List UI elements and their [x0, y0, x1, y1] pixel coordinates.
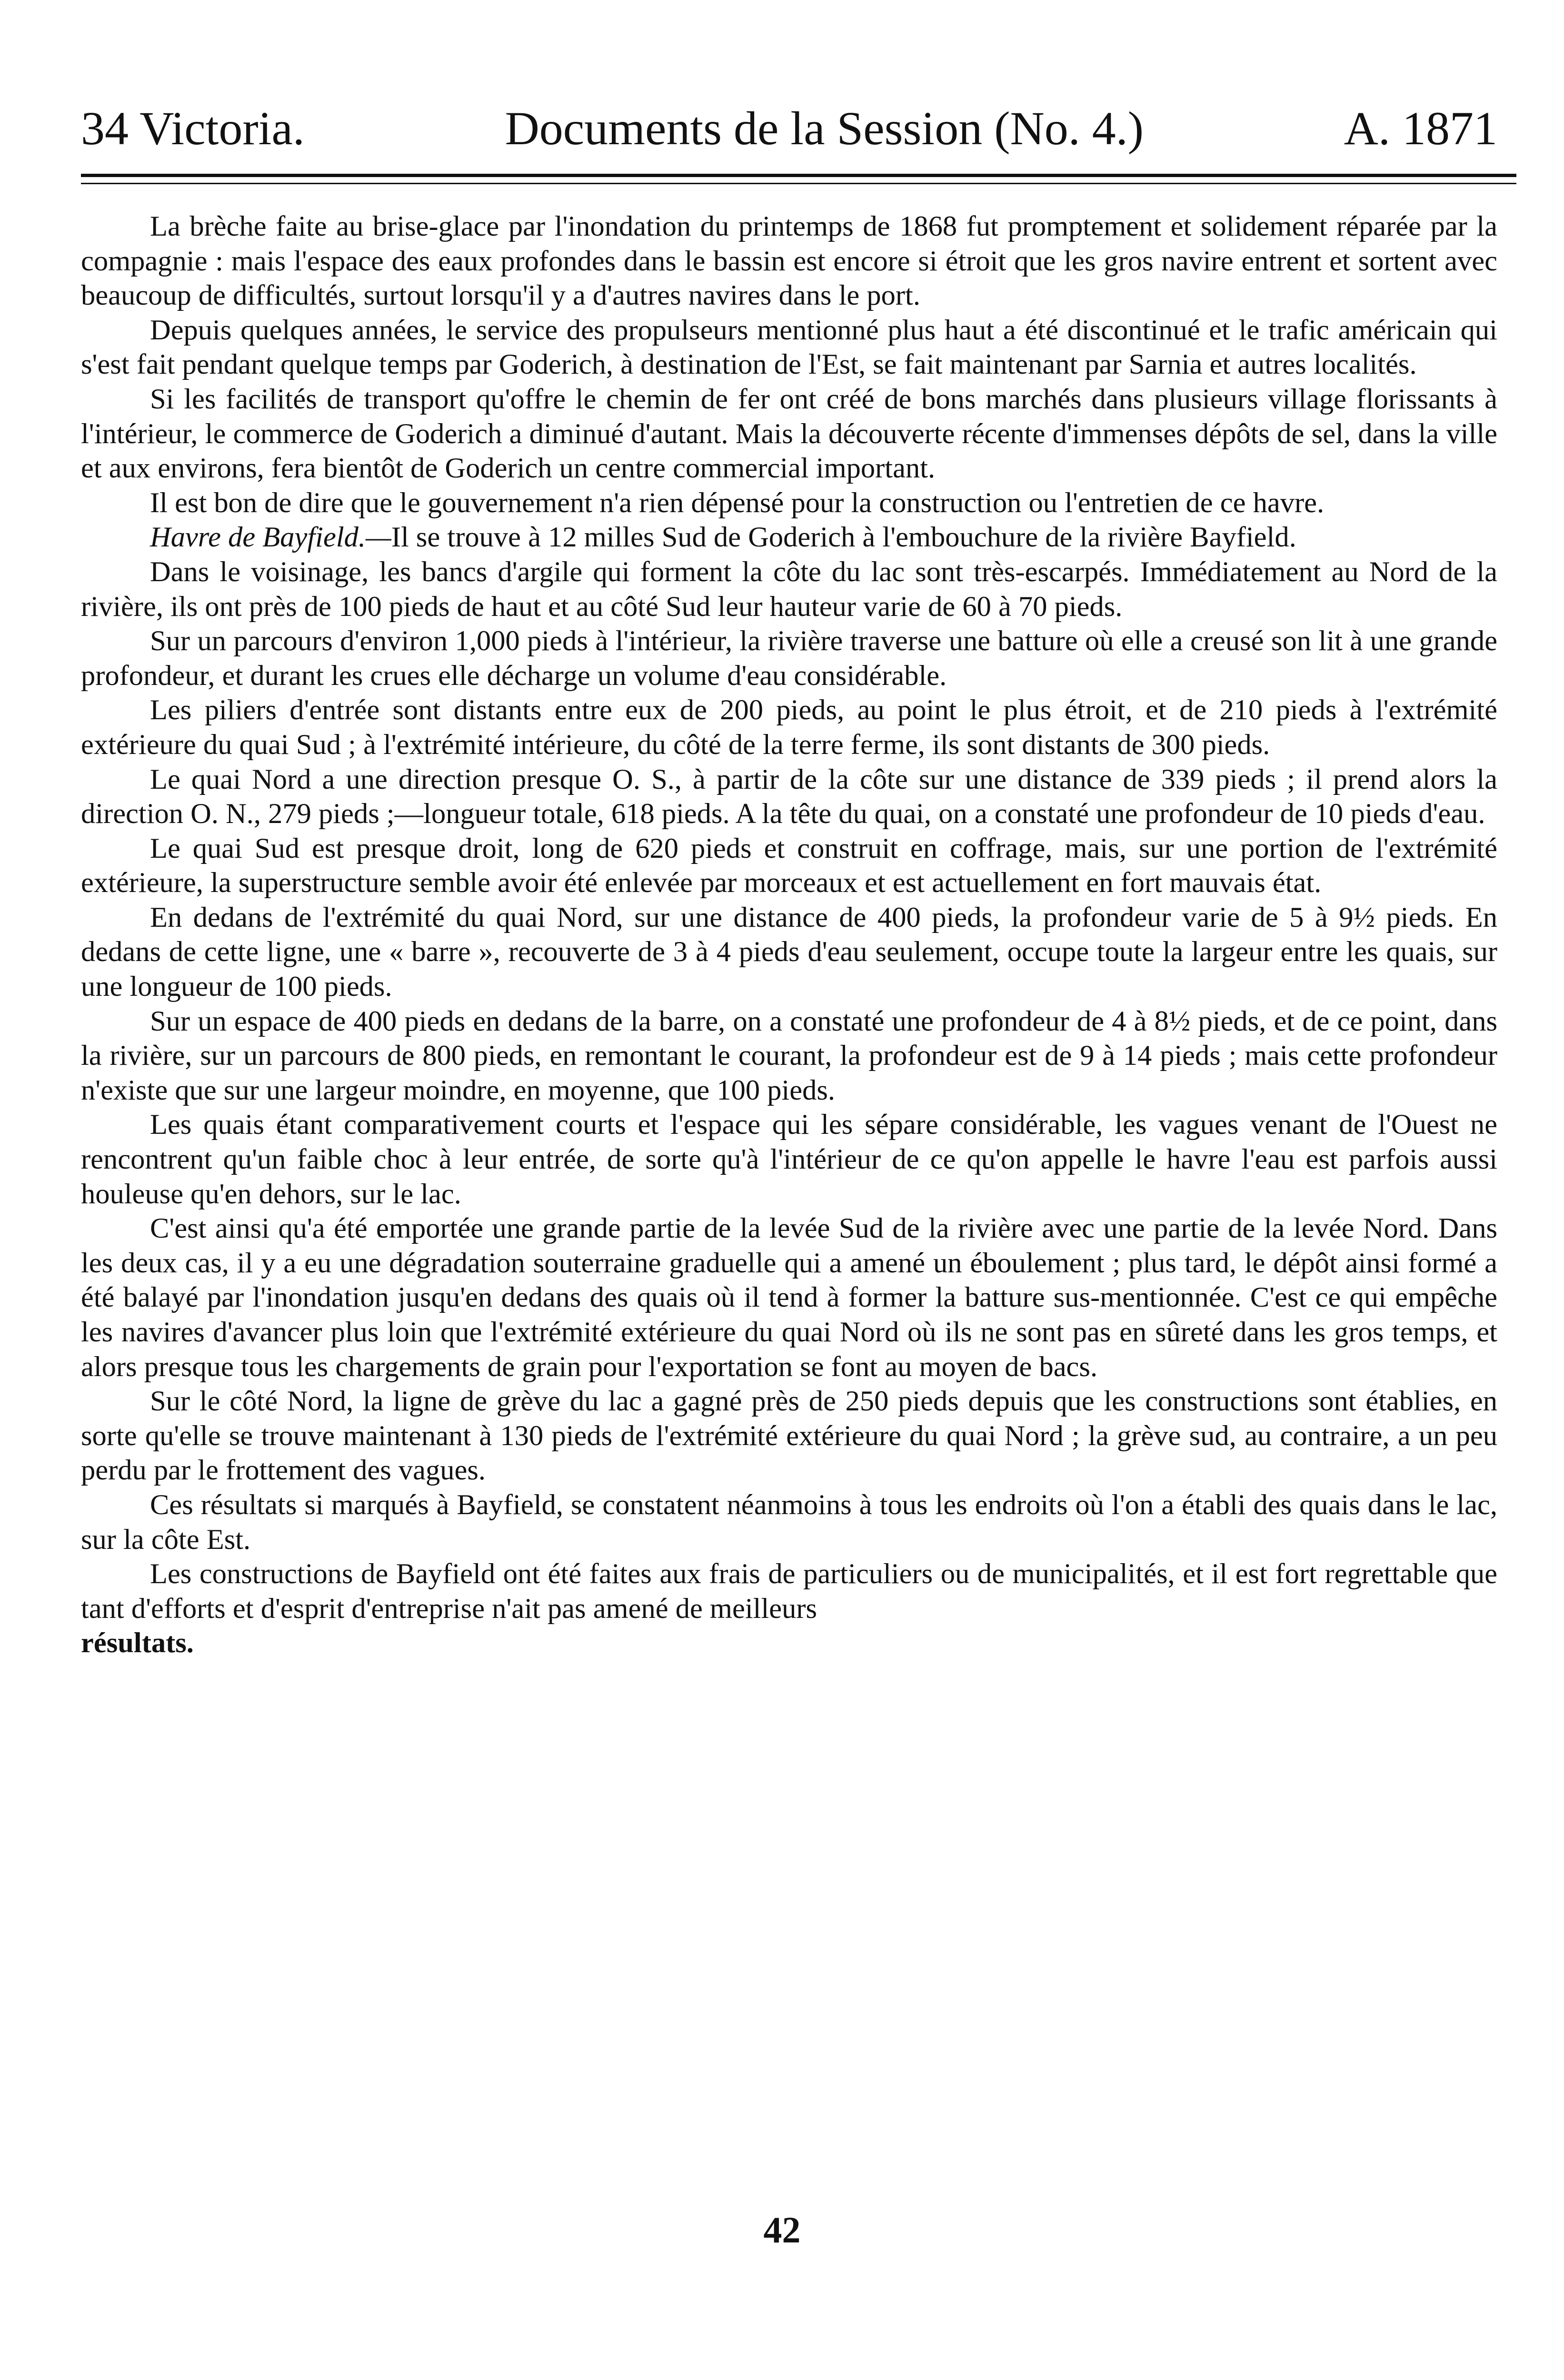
paragraph: Il est bon de dire que le gouvernement n'a rien dépensé pour la construction ou l'entretien de ce havre.: [150, 486, 1325, 519]
paragraph: En dedans de l'extrémité du quai Nord, sur une distance de 400 pieds, la profondeur varie de 5 à 9½ pieds. En dedans de cette ligne, une « barre », recouverte de 3 à 4 pieds d'eau seulement, occupe toute la largeur entre les quais, sur une longueur de 100 pieds.: [81, 901, 1497, 1003]
paragraph: Sur le côté Nord, la ligne de grève du lac a gagné près de 250 pieds depuis que les constructions sont établies, en sorte qu'elle se trouve maintenant à 130 pieds de l'extrémité extérieure du quai Nord ; la grève sud, au contraire, a un peu perdu par le frottement des vagues.: [81, 1385, 1497, 1487]
paragraph: Depuis quelques années, le service des propulseurs mentionné plus haut a été discontinué et le trafic américain qui s'est fait pendant quelque temps par Goderich, à destination de l'Est, se fait maintenant par Sarnia et autres localités.: [81, 314, 1497, 381]
paragraph-text: Les constructions de Bayfield ont été faites aux frais de particuliers ou de municipalités, et il est fort regrettable que tant d'efforts et d'esprit d'entreprise n'ait pas amené de meilleurs: [81, 1558, 1497, 1625]
header-rule-thick: [81, 174, 1516, 177]
paragraph: Le quai Nord a une direction presque O. S., à partir de la côte sur une distance de 339 pieds ; il prend alors la direction O. N., 279 pieds ;—longueur totale, 618 pieds. A la tête du quai, on a constaté une profondeur de 10 pieds d'eau.: [81, 763, 1497, 830]
header-year: A. 1871: [1344, 102, 1497, 155]
paragraph: Les piliers d'entrée sont distants entre eux de 200 pieds, au point le plus étroit, et de 210 pieds à l'extrémité extérieure du quai Sud ; à l'extrémité intérieure, du côté de la terre ferme, ils sont distants de 300 pieds.: [81, 694, 1497, 761]
section-heading-bayfield: Havre de Bayfield.—: [150, 521, 391, 554]
paragraph-bayfield: [81, 520, 1497, 555]
paragraph: Dans le voisinage, les bancs d'argile qui forment la côte du lac sont très-escarpés. Immédiatement au Nord de la rivière, ils ont près de 100 pieds de haut et au côté Sud leur hauteur varie de 60 à 70 pieds.: [81, 555, 1497, 623]
paragraph: C'est ainsi qu'a été emportée une grande partie de la levée Sud de la rivière avec une partie de la levée Nord. Dans les deux cas, il y a eu une dégradation souterraine graduelle qui a amené un éboulement ; plus tard, le dépôt ainsi formé a été balayé par l'inondation jusqu'en dedans des quais où il tend à former la batture sus-mentionnée. C'est ce qui empêche les navires d'avancer plus loin que l'extrémité extérieure du quai Nord où ils ne sont pas en sûreté dans les gros temps, et alors presque tous les chargements de grain pour l'exportation se font au moyen de bacs.: [81, 1212, 1497, 1383]
paragraph: Si les facilités de transport qu'offre le chemin de fer ont créé de bons marchés dans plusieurs village florissants à l'intérieur, le commerce de Goderich a diminué d'autant. Mais la découverte récente d'immenses dépôts de sel, dans la ville et aux environs, fera bientôt de Goderich un centre commercial important.: [81, 383, 1497, 485]
running-header: [81, 81, 1497, 155]
paragraph: La brèche faite au brise-glace par l'inondation du printemps de 1868 fut promptement et solidement réparée par la compagnie : mais l'espace des eaux profondes dans le bassin est encore si étroit que les gros navire entrent et sortent avec beaucoup de difficultés, surtout lorsqu'il y a d'autres navires dans le port.: [81, 210, 1497, 312]
header-title: Documents de la Session (No. 4.): [505, 102, 1144, 155]
paragraph: Le quai Sud est presque droit, long de 620 pieds et construit en coffrage, mais, sur une portion de l'extrémité extérieure, la superstructure semble avoir été enlevée par morceaux et est actuellement en fort mauvais état.: [81, 832, 1497, 899]
paragraph-last: [81, 1557, 1497, 1661]
header-series: 34 Victoria.: [81, 102, 305, 155]
paragraph-text: Il se trouve à 12 milles Sud de Goderich à l'embouchure de la rivière Bayfield.: [391, 521, 1296, 554]
body-text: [81, 209, 1497, 1661]
page-number: 42: [763, 2209, 801, 2251]
paragraph: Sur un espace de 400 pieds en dedans de la barre, on a constaté une profondeur de 4 à 8½ pieds, et de ce point, dans la rivière, sur un parcours de 800 pieds, en remontant le courant, la profondeur est de 9 à 14 pieds ; mais cette profondeur n'existe que sur une largeur moindre, en moyenne, que 100 pieds.: [81, 1005, 1497, 1106]
header-rule-thin: [81, 183, 1516, 184]
paragraph: Sur un parcours d'environ 1,000 pieds à l'intérieur, la rivière traverse une batture où elle a creusé son lit à une grande profondeur, et durant les crues elle décharge un volume d'eau considérable.: [81, 625, 1497, 692]
paragraph: Les quais étant comparativement courts et l'espace qui les sépare considérable, les vagues venant de l'Ouest ne rencontrent qu'un faible choc à leur entrée, de sorte qu'à l'intérieur de ce qu'on appelle le havre l'eau est parfois aussi houleuse qu'en dehors, sur le lac.: [81, 1109, 1497, 1210]
paragraph: Ces résultats si marqués à Bayfield, se constatent néanmoins à tous les endroits où l'on a établi des quais dans le lac, sur la côte Est.: [81, 1488, 1497, 1556]
last-word: résultats.: [81, 1627, 194, 1659]
